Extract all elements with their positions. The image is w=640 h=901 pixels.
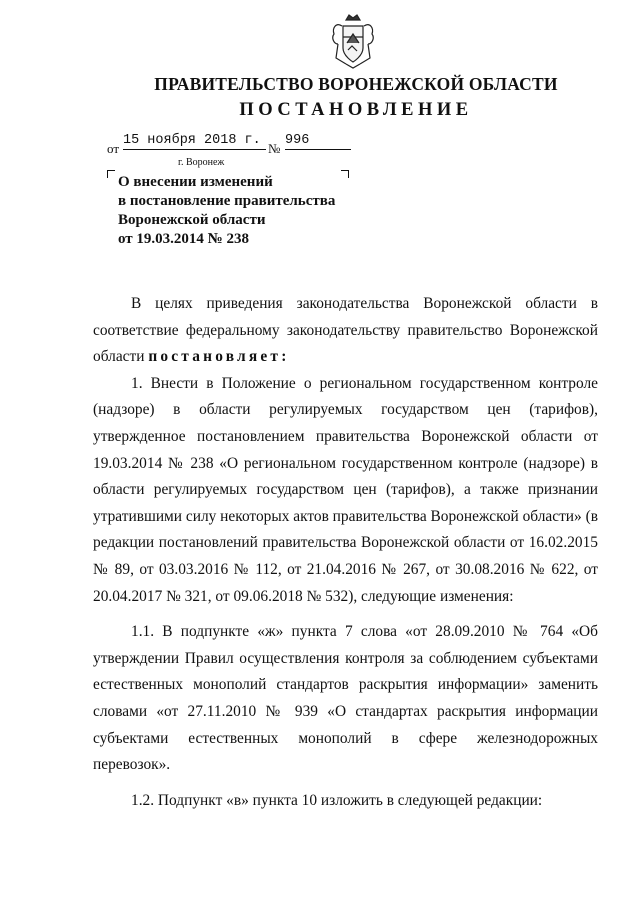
document-date: 15 ноября 2018 г. xyxy=(123,133,266,150)
subject-line: Воронежской области xyxy=(118,212,266,228)
resolves-word: постановляет: xyxy=(148,348,290,366)
number-label: № xyxy=(268,141,281,156)
document-type: ПОСТАНОВЛЕНИЕ xyxy=(239,100,473,120)
subject-line: О внесении изменений xyxy=(118,174,273,190)
coat-of-arms-icon xyxy=(328,12,378,70)
subject-line: от 19.03.2014 № 238 xyxy=(118,231,249,247)
item-1-1: 1.1. В подпункте «ж» пункта 7 слова «от 28.09.2010 № 764 «Об утверждении Правил осуществления контроля за соблюдением субъектами естественных монополий стандартов раскрытия информации» заменить словами «от 27.11.2010 № 939 «О стандартах раскрытия информации субъектами естественных монополий в сфере железнодорожных перевозок». xyxy=(93,623,598,774)
city: г. Воронеж xyxy=(178,157,225,168)
subject-corner-left xyxy=(107,170,115,178)
document-subject xyxy=(118,173,378,249)
document-body xyxy=(93,291,598,814)
government-title: ПРАВИТЕЛЬСТВО ВОРОНЕЖСКОЙ ОБЛАСТИ xyxy=(154,74,558,94)
intro-text: В целях приведения законодательства Воронежской области в соответствие федеральному законодательству правительство Воронежской области xyxy=(93,295,598,366)
item-1: 1. Внести в Положение о региональном государственном контроле (надзоре) в области регулируемых государством цен (тарифов), утвержденное постановлением правительства Воронежской области от 19.03.2014 № 238 «О региональном государственном контроле (надзоре) в области регулируемых государством цен (тарифов), а также признании утратившими силу некоторых актов правительства Воронежской области» (в редакции постановлений правительства Воронежской области от 16.02.2015 № 89, от 03.03.2016 № 112, от 21.04.2016 № 267, от 30.08.2016 № 622, от 20.04.2017 № 321, от 09.06.2018 № 532), следующие изменения: xyxy=(93,374,598,605)
document-number: 996 xyxy=(285,133,351,150)
subject-line: в постановление правительства xyxy=(118,193,336,209)
intro-paragraph xyxy=(93,291,598,371)
from-label: от xyxy=(107,141,120,156)
item-1-2: 1.2. Подпункт «в» пункта 10 изложить в следующей редакции: xyxy=(131,791,543,809)
